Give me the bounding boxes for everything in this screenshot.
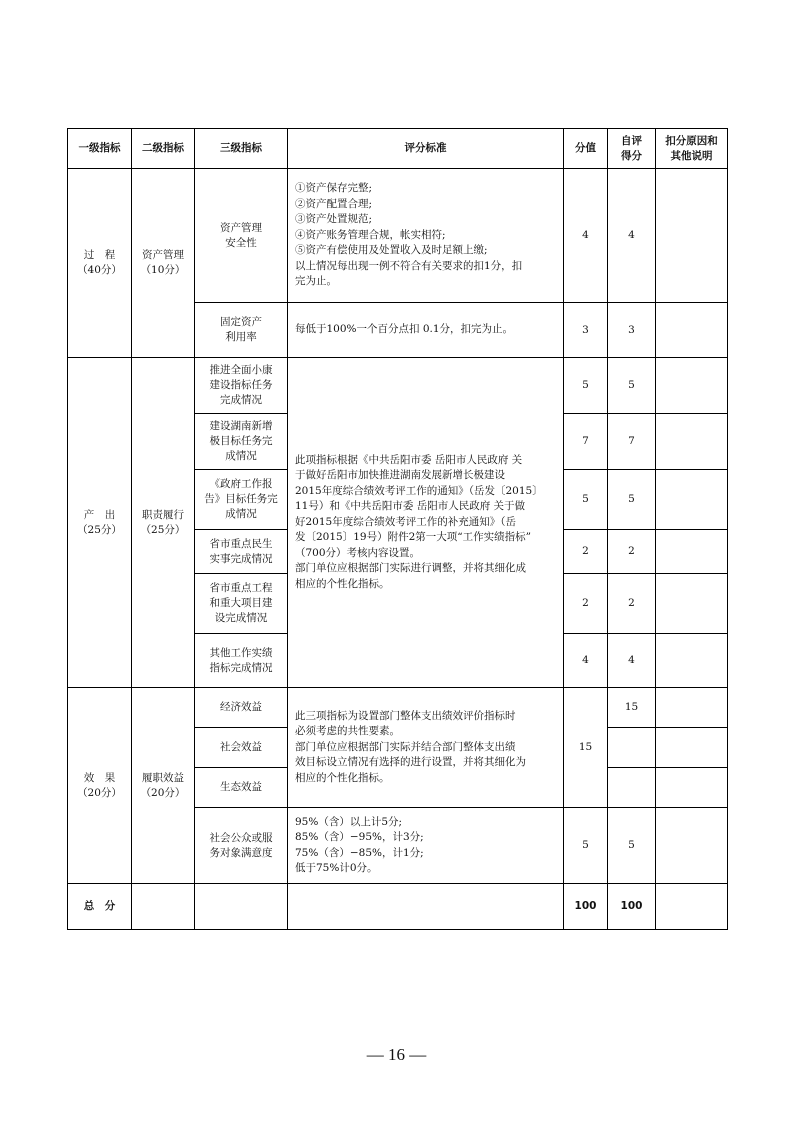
header-level1: 一级指标 [68, 129, 132, 169]
total-note [656, 884, 728, 930]
header-self-score: 自评 得分 [608, 129, 656, 169]
output-score: 2 [564, 530, 608, 574]
output-note [656, 358, 728, 414]
asset-safety-standard: ①资产保存完整; ②资产配置合理; ③资产处置规范; ④资产账务管理合规，帐实相符; ⑤资产有偿使用及处置收入及时足额上缴; 以上情况每出现一例不符合有关要求的扣1分，扣 完为止。 [288, 169, 564, 303]
total-empty [288, 884, 564, 930]
effect-self [608, 728, 656, 768]
output-self: 4 [608, 634, 656, 688]
effect-level1: 效 果 （20分） [68, 688, 132, 884]
satisfaction-self: 5 [608, 808, 656, 884]
asset-safety-self: 4 [608, 169, 656, 303]
satisfaction-indicator: 社会公众或服 务对象满意度 [195, 808, 288, 884]
satisfaction-score: 5 [564, 808, 608, 884]
output-self: 5 [608, 470, 656, 530]
header-level2: 二级指标 [132, 129, 195, 169]
effect-indicator: 经济效益 [195, 688, 288, 728]
fixed-asset-indicator: 固定资产 利用率 [195, 303, 288, 358]
effect-note [656, 688, 728, 728]
effect-indicator: 社会效益 [195, 728, 288, 768]
process-level1: 过 程 （40分） [68, 169, 132, 358]
process-level2: 资产管理 （10分） [132, 169, 195, 358]
output-indicator: 推进全面小康 建设指标任务 完成情况 [195, 358, 288, 414]
table-row [68, 169, 728, 303]
table-row [68, 358, 728, 414]
output-indicator: 省市重点民生 实事完成情况 [195, 530, 288, 574]
asset-safety-indicator: 资产管理 安全性 [195, 169, 288, 303]
total-row [68, 884, 728, 930]
output-score: 4 [564, 634, 608, 688]
asset-safety-score: 4 [564, 169, 608, 303]
total-label: 总 分 [68, 884, 132, 930]
header-level3: 三级指标 [195, 129, 288, 169]
output-note [656, 530, 728, 574]
output-note [656, 634, 728, 688]
asset-safety-note [656, 169, 728, 303]
output-score: 2 [564, 574, 608, 634]
output-self: 7 [608, 414, 656, 470]
fixed-asset-score: 3 [564, 303, 608, 358]
effect-standard: 此三项指标为设置部门整体支出绩效评价指标时 必须考虑的共性要素。 部门单位应根据部门实际并结合部门整体支出绩 效目标设立情况有选择的进行设置，并将其细化为 相应的个性化指标。 [288, 688, 564, 808]
output-level2: 职责履行 （25分） [132, 358, 195, 688]
output-score: 5 [564, 470, 608, 530]
output-indicator: 建设湖南新增 极目标任务完 成情况 [195, 414, 288, 470]
header-score: 分值 [564, 129, 608, 169]
evaluation-table [67, 128, 728, 930]
total-empty [132, 884, 195, 930]
effect-indicator: 生态效益 [195, 768, 288, 808]
fixed-asset-note [656, 303, 728, 358]
effect-score: 15 [564, 688, 608, 808]
output-note [656, 414, 728, 470]
header-note: 扣分原因和 其他说明 [656, 129, 728, 169]
satisfaction-standard: 95%（含）以上计5分; 85%（含）−95%，计3分; 75%（含）−85%，计1分; 低于75%计0分。 [288, 808, 564, 884]
total-empty [195, 884, 288, 930]
effect-self [608, 768, 656, 808]
output-indicator: 省市重点工程 和重大项目建 设完成情况 [195, 574, 288, 634]
effect-level2: 履职效益 （20分） [132, 688, 195, 884]
header-standard: 评分标准 [288, 129, 564, 169]
output-self: 5 [608, 358, 656, 414]
table-row [68, 688, 728, 728]
fixed-asset-self: 3 [608, 303, 656, 358]
output-indicator: 其他工作实绩 指标完成情况 [195, 634, 288, 688]
header-row [68, 129, 728, 169]
output-note [656, 470, 728, 530]
page-number: — 16 — [366, 1045, 427, 1064]
satisfaction-note [656, 808, 728, 884]
output-score: 7 [564, 414, 608, 470]
total-self: 100 [608, 884, 656, 930]
effect-self: 15 [608, 688, 656, 728]
output-self: 2 [608, 574, 656, 634]
output-standard: 此项指标根据《中共岳阳市委 岳阳市人民政府 关 于做好岳阳市加快推进湖南发展新增长极建设 2015年度综合绩效考评工作的通知》（岳发〔2015〕 11号）和《中共岳阳市委 岳阳市人民政府 关于做 好2015年度综合绩效考评工作的补充通知》（岳 发〔2015〕19号）附件2第一大项“工作实绩指标” （700分）考核内容设置。 部门单位应根据部门实际进行调整，并将其细化成 相应的个性化指标。 [288, 358, 564, 688]
output-indicator: 《政府工作报 告》目标任务完 成情况 [195, 470, 288, 530]
output-score: 5 [564, 358, 608, 414]
output-level1: 产 出 （25分） [68, 358, 132, 688]
effect-note [656, 728, 728, 768]
output-self: 2 [608, 530, 656, 574]
effect-note [656, 768, 728, 808]
total-score: 100 [564, 884, 608, 930]
fixed-asset-standard: 每低于100%一个百分点扣 0.1分，扣完为止。 [288, 303, 564, 358]
output-note [656, 574, 728, 634]
